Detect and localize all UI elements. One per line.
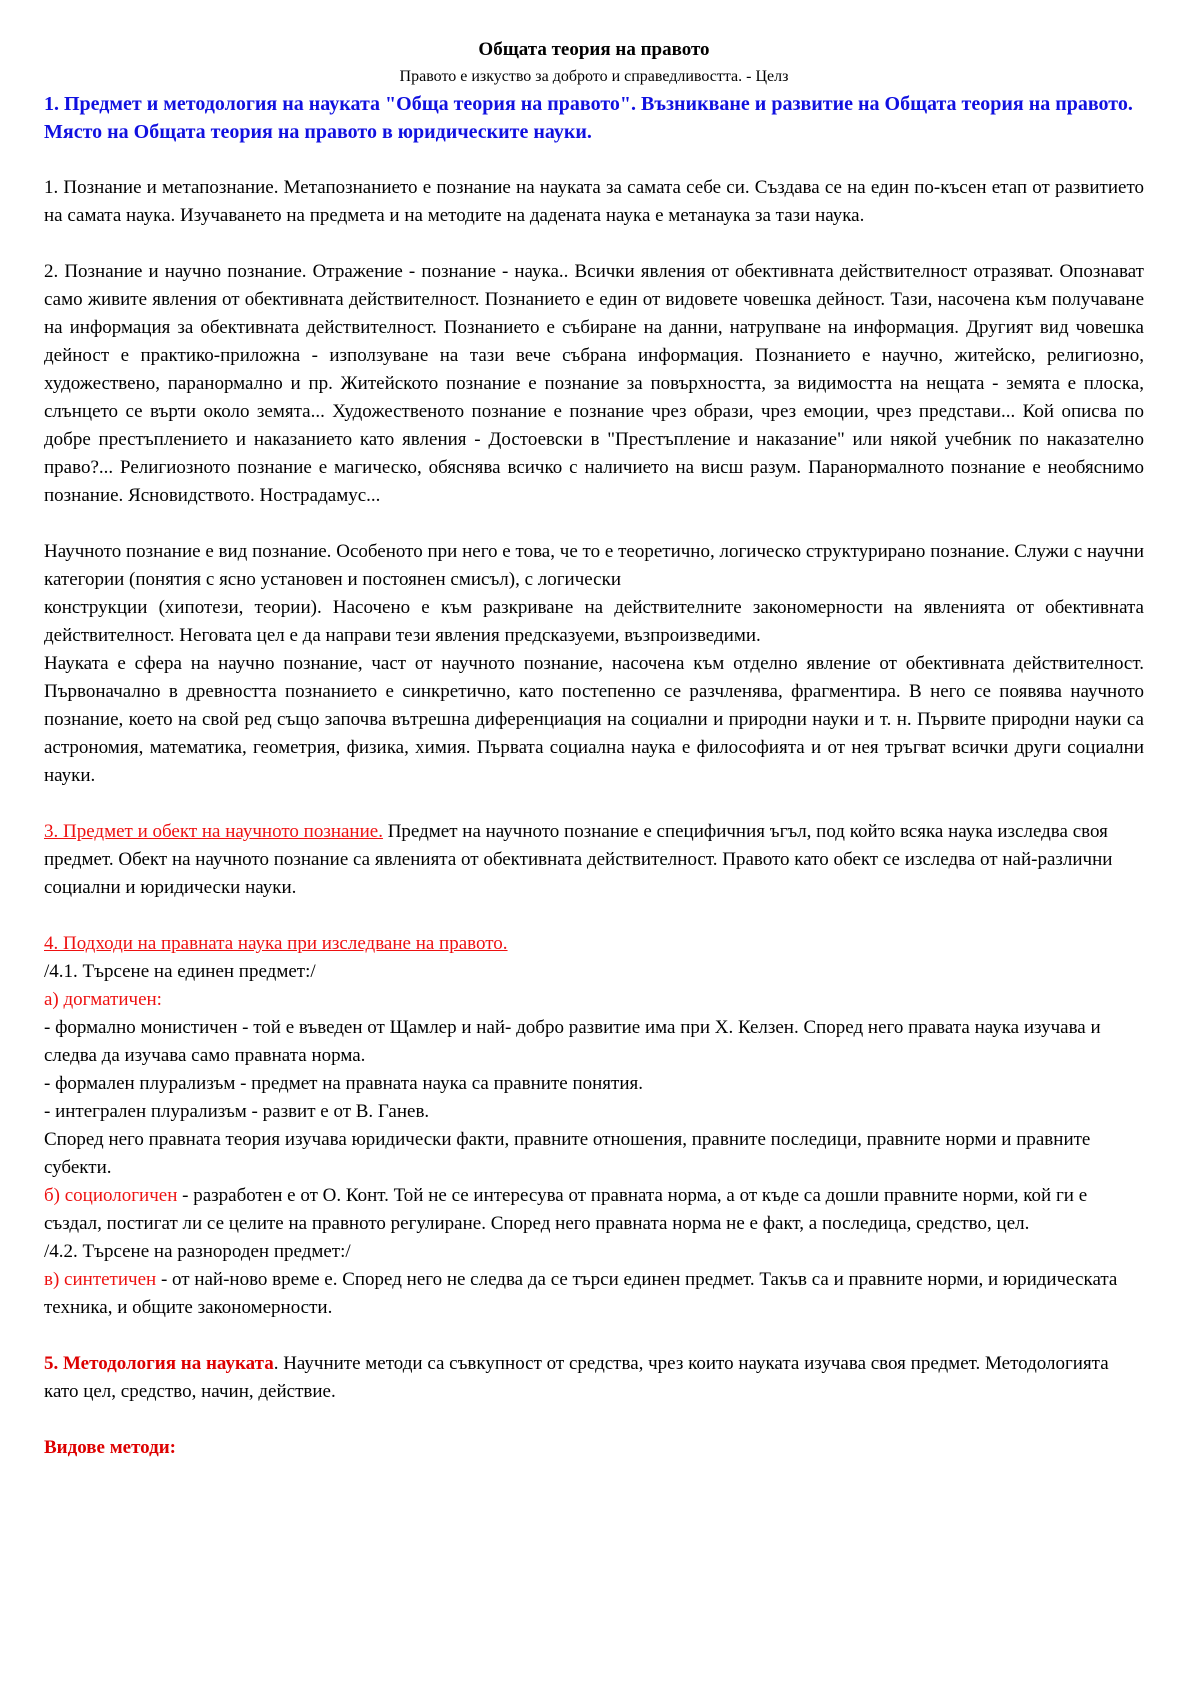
sociological-paragraph [44, 1182, 1144, 1238]
approaches-subheading-2: /4.2. Търсене на разнороден предмет:/ [44, 1241, 351, 1262]
dogmatic-label: а) догматичен: [44, 989, 162, 1010]
dogmatic-item-2: - формален плурализъм - предмет на правната наука са правните понятия. [44, 1073, 644, 1094]
paragraph-subject-object [44, 818, 1144, 902]
sociological-label: б) социологичен [44, 1185, 178, 1206]
approaches-heading: 4. Подходи на правната наука при изследване на правото. [44, 933, 508, 954]
spacer [44, 902, 1144, 930]
spacer [44, 146, 1144, 174]
synthetic-label: в) синтетичен [44, 1269, 157, 1290]
methodology-heading: 5. Методология на науката [44, 1353, 274, 1374]
methodology-paragraph [44, 1350, 1144, 1406]
spacer [44, 1322, 1144, 1350]
synthetic-paragraph [44, 1266, 1144, 1322]
spacer [44, 790, 1144, 818]
spacer [44, 230, 1144, 258]
sociological-text: - разработен е от О. Конт. Той не се интересува от правната норма, а от къде са дошли правните норми, кой ги е създал, постигат ли се целите на правното регулиране. Според него правната норма не е факт, а последица, средство, цел. [44, 1185, 1088, 1234]
dogmatic-item-4: Според него правната теория изучава юридически факти, правните отношения, правните последици, правните норми и правните субекти. [44, 1129, 1091, 1178]
subject-object-heading: 3. Предмет и обект на научното познание. [44, 821, 383, 842]
document-title: Общата теория на правото [478, 39, 710, 60]
document-quote: Правото е изкуство за доброто и справедливостта. - Целз [399, 68, 789, 85]
paragraph-science-sphere: Науката е сфера на научно познание, част от научното познание, насочена към отделно явление от обективната действителност. Първоначално в древността познанието е синкретично, като постепенно се разчленява, фрагментира. В него се появява научното познание, което на свой ред също започва вътрешна диференциация на социални и природни науки и т. н. Първите природни науки са астрономия, математика, геометрия, физика, химия. Първата социална наука е философията и от нея тръгват всички други социални науки. [44, 653, 1144, 786]
synthetic-text: - от най-ново време е. Според него не следва да се търси единен предмет. Такъв са и правните норми, и юридическата техника, и общите закономерности. [44, 1269, 1118, 1318]
subject-object-text: Предмет на научното познание е специфичния ъгъл, под който всяка наука изследва своя предмет. Обект на научното познание са явленията от обективната действителност. Правото като обект се изследва от най-различни социални и юридически науки. [44, 821, 1113, 898]
approaches-subheading-1: /4.1. Търсене на единен предмет:/ [44, 961, 316, 982]
paragraph-scientific-cognition-b: конструкции (хипотези, теории). Насочено е към разкриване на действителните закономерности на явленията от обективната действителност. Неговата цел е да направи тези явления предсказуеми, възпроизведими. [44, 597, 1144, 646]
method-types-heading: Видове методи: [44, 1437, 176, 1458]
methodology-text: . Научните методи са съвкупност от средства, чрез които науката изучава своя предмет. Методологията като цел, средство, начин, действие. [44, 1353, 1109, 1402]
paragraph-scientific-cognition-a: Научното познание е вид познание. Особеното при него е това, че то е теоретично, логическо структурирано познание. Служи с научни категории (понятия с ясно установен и постоянен смисъл), с логически [44, 541, 1144, 590]
paragraph-scientific-knowledge: 2. Познание и научно познание. Отражение - познание - наука.. Всички явления от обективната действителност отразяват. Опознават само живите явления от обективната действителност. Познанието е един от видовете човешка дейност. Тази, насочена към получаване на информация за обективната действителност. Познанието е събиране на данни, натрупване на информация. Другият вид човешка дейност е практико-приложна - използуване на тази вече събрана информация. Познанието е научно, житейско, религиозно, художествено, паранормално и пр. Житейското познание е познание за повърхността, за видимостта на нещата - земята е плоска, слънцето се върти около земята... Художественото познание е познание чрез образи, чрез емоции, чрез представи... Кой описва по добре престъплението и наказанието като явления - Достоевски в "Престъпление и наказание" или някой учебник по наказателно право?... Религиозното познание е магическо, обяснява всичко с наличието на висш разум. Паранормалното познание е необяснимо познание. Ясновидството. Нострадамус... [44, 261, 1144, 506]
dogmatic-item-3: - интегрален плурализъм - развит е от В. Ганев. [44, 1101, 430, 1122]
section-1-heading: 1. Предмет и методология на науката "Обща теория на правото". Възникване и развитие на Общата теория на правото. Място на Общата теория на правото в юридическите науки. [44, 93, 1133, 143]
spacer [44, 1406, 1144, 1434]
paragraph-metacognition: 1. Познание и метапознание. Метапознанието е познание на науката за самата себе си. Създава се на един по-късен етап от развитието на самата наука. Изучаването на предмета и на методите на дадената наука е метанаука за тази наука. [44, 177, 1144, 226]
spacer [44, 510, 1144, 538]
dogmatic-item-1: - формално монистичен - той е въведен от Щамлер и най- добро развитие има при Х. Келзен. Според него правата наука изучава и следва да изучава само правната норма. [44, 1017, 1101, 1066]
